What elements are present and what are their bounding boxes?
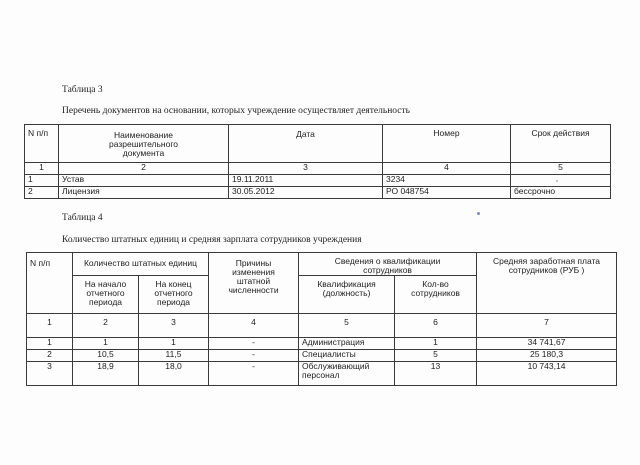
document-validity: бессрочно: [511, 187, 611, 199]
table3-header-num: N п/п: [25, 125, 59, 163]
table3-colnum: 1: [25, 163, 59, 175]
employee-count: 13: [395, 362, 477, 386]
row-num: 3: [27, 362, 73, 386]
qualification: Специалисты: [299, 350, 395, 362]
table3-title: Перечень документов на основании, которых учреждение осуществляет деятельность: [62, 106, 410, 116]
table-row: [27, 362, 617, 386]
change-reason: -: [209, 350, 299, 362]
table4-header-row: [27, 253, 617, 276]
table3-colnum: 5: [511, 163, 611, 175]
table4-colnum: 6: [395, 314, 477, 338]
table4-header-staff-units: Количество штатных единиц: [73, 253, 209, 276]
employee-count: 5: [395, 350, 477, 362]
table3-header-date: Дата: [229, 125, 383, 163]
staff-end: 11,5: [139, 350, 209, 362]
table-row: [27, 350, 617, 362]
table4-header-count: Кол-во сотрудников: [395, 276, 477, 314]
table3-header-validity: Срок действия: [511, 125, 611, 163]
staff-start: 18,9: [73, 362, 139, 386]
table3-colnum: 2: [59, 163, 229, 175]
table4-header-end: На конец отчетного периода: [139, 276, 209, 314]
document-number: 3234: [383, 175, 511, 187]
table4-colnum: 3: [139, 314, 209, 338]
staff-start: 1: [73, 338, 139, 350]
table3-colnum: 3: [229, 163, 383, 175]
document-validity: [511, 175, 611, 187]
row-num: 1: [27, 338, 73, 350]
table3-header-name: Наименование разрешительного документа: [59, 125, 229, 163]
average-salary: 10 743,14: [477, 362, 617, 386]
average-salary: 34 741,67: [477, 338, 617, 350]
average-salary: 25 180,3: [477, 350, 617, 362]
table4-colnum: 4: [209, 314, 299, 338]
table3-caption: Таблица 3: [62, 85, 103, 95]
table3-header-number: Номер: [383, 125, 511, 163]
document-name: Устав: [59, 175, 229, 187]
table4-title: Количество штатных единиц и средняя зарплата сотрудников учреждения: [62, 235, 362, 245]
document-name: Лицензия: [59, 187, 229, 199]
document-number: РО 048754: [383, 187, 511, 199]
table3-colnum: 4: [383, 163, 511, 175]
table4-colnum: 5: [299, 314, 395, 338]
documents-table: [24, 124, 611, 199]
document-date: 19.11.2011: [229, 175, 383, 187]
document-date: 30.05.2012: [229, 187, 383, 199]
table4-colnum: 1: [27, 314, 73, 338]
table4-caption: Таблица 4: [62, 213, 103, 223]
table-row: [25, 187, 611, 199]
table-row: [27, 338, 617, 350]
employee-count: 1: [395, 338, 477, 350]
table3-header-row: [25, 125, 611, 163]
qualification: Обслуживающий персонал: [299, 362, 395, 386]
table4-colnum: 7: [477, 314, 617, 338]
staff-start: 10,5: [73, 350, 139, 362]
staff-table: [26, 252, 617, 386]
row-num: 2: [27, 350, 73, 362]
table4-header-salary: Средняя заработная плата сотрудников (РУБ ): [477, 253, 617, 314]
table4-header-start: На начало отчетного периода: [73, 276, 139, 314]
change-reason: -: [209, 338, 299, 350]
staff-end: 18,0: [139, 362, 209, 386]
row-num: 1: [25, 175, 59, 187]
table4-header-qualification-info: Сведения о квалификации сотрудников: [299, 253, 477, 276]
change-reason: -: [209, 362, 299, 386]
qualification: Администрация: [299, 338, 395, 350]
table4-colnum: 2: [73, 314, 139, 338]
table-row: [25, 175, 611, 187]
table4-header-reasons: Причины изменения штатной численности: [209, 253, 299, 314]
table4-column-numbers-row: [27, 314, 617, 338]
scan-speck: [477, 212, 480, 215]
staff-end: 1: [139, 338, 209, 350]
table4-header-qualification: Квалификация (должность): [299, 276, 395, 314]
table4-header-num: N п/п: [27, 253, 73, 314]
row-num: 2: [25, 187, 59, 199]
table3-column-numbers-row: [25, 163, 611, 175]
scan-speck: [556, 180, 558, 182]
